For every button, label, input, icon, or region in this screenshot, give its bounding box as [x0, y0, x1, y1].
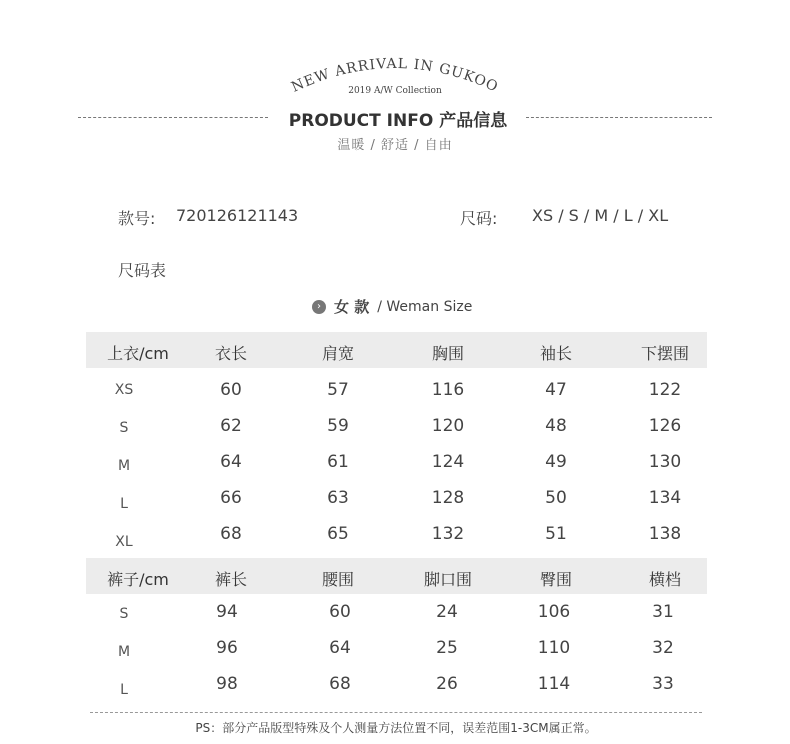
- value-cell: 120: [431, 416, 465, 436]
- value-cell: 65: [327, 524, 349, 544]
- section-title-cn: 女 款: [334, 298, 370, 316]
- table-row: [86, 524, 707, 548]
- pants-header-cell: 裤子/cm: [107, 570, 169, 589]
- value-cell: 47: [545, 380, 567, 400]
- value-cell: 33: [652, 674, 674, 694]
- value-cell: 48: [545, 416, 567, 436]
- size-cell: S: [119, 420, 129, 436]
- pants-header-cell: 裤长: [214, 570, 248, 589]
- value-cell: 60: [220, 380, 242, 400]
- value-cell: 138: [648, 524, 682, 544]
- page-title: PRODUCT INFO 产品信息: [288, 111, 508, 131]
- value-cell: 64: [220, 452, 242, 472]
- value-cell: 124: [431, 452, 465, 472]
- pants-header-cell: 腰围: [321, 570, 355, 589]
- value-cell: 132: [431, 524, 465, 544]
- divider-right: [526, 117, 712, 118]
- size-cell: L: [120, 496, 128, 512]
- value-cell: 59: [327, 416, 349, 436]
- style-number-value: 720126121143: [176, 206, 299, 225]
- value-cell: 60: [329, 602, 351, 622]
- value-cell: 114: [537, 674, 571, 694]
- size-cell: L: [120, 682, 128, 698]
- table-row: [86, 416, 707, 440]
- tops-header-cell: 胸围: [431, 344, 465, 363]
- table-row: [86, 602, 707, 626]
- section-title-en: / Weman Size: [377, 298, 473, 315]
- value-cell: 68: [220, 524, 242, 544]
- style-number-label: 款号:: [118, 209, 156, 228]
- section-title: [312, 296, 512, 317]
- value-cell: 126: [648, 416, 682, 436]
- value-cell: 134: [648, 488, 682, 508]
- table-row: [86, 452, 707, 476]
- pants-header-cell: 横档: [648, 570, 682, 589]
- value-cell: 24: [436, 602, 458, 622]
- tops-header-cell: 衣长: [214, 344, 248, 363]
- value-cell: 64: [329, 638, 351, 658]
- pants-header-cell: 臀围: [539, 570, 573, 589]
- size-cell: XL: [115, 534, 133, 550]
- table-row: [86, 488, 707, 512]
- arc-text: NEW ARRIVAL IN GUKOO: [289, 55, 501, 96]
- value-cell: 51: [545, 524, 567, 544]
- value-cell: 98: [216, 674, 238, 694]
- value-cell: 96: [216, 638, 238, 658]
- value-cell: 25: [436, 638, 458, 658]
- page-subtitle: 温暖 / 舒适 / 自由: [337, 138, 453, 153]
- table-row: [86, 674, 707, 698]
- value-cell: 66: [220, 488, 242, 508]
- table-row: [86, 380, 707, 404]
- chevron-circle-right-icon: ›: [312, 300, 326, 314]
- value-cell: 31: [652, 602, 674, 622]
- tops-header-cell: 肩宽: [321, 344, 355, 363]
- value-cell: 110: [537, 638, 571, 658]
- value-cell: 50: [545, 488, 567, 508]
- size-cell: XS: [114, 382, 134, 398]
- tops-header-cell: 下摆围: [640, 344, 690, 363]
- size-cell: S: [119, 606, 129, 622]
- footer-divider: [90, 712, 702, 713]
- size-cell: M: [117, 644, 131, 660]
- value-cell: 130: [648, 452, 682, 472]
- value-cell: 116: [431, 380, 465, 400]
- footnote: PS：部分产品版型特殊及个人测量方法位置不同，误差范围1-3CM属正常。: [195, 721, 597, 735]
- table-row: [86, 638, 707, 662]
- value-cell: 26: [436, 674, 458, 694]
- value-cell: 128: [431, 488, 465, 508]
- size-cell: M: [117, 458, 131, 474]
- value-cell: 32: [652, 638, 674, 658]
- value-cell: 94: [216, 602, 238, 622]
- value-cell: 63: [327, 488, 349, 508]
- size-chart-label: 尺码表: [118, 261, 167, 280]
- value-cell: 57: [327, 380, 349, 400]
- tops-header-cell: 上衣/cm: [107, 344, 169, 363]
- pants-header-cell: 脚口围: [423, 570, 473, 589]
- value-cell: 68: [329, 674, 351, 694]
- pants-table-header: [86, 558, 707, 594]
- tops-header-cell: 袖长: [539, 344, 573, 363]
- size-label: 尺码:: [460, 209, 498, 228]
- divider-left: [78, 117, 268, 118]
- value-cell: 61: [327, 452, 349, 472]
- collection-label: 2019 A/W Collection: [348, 86, 442, 96]
- value-cell: 49: [545, 452, 567, 472]
- value-cell: 62: [220, 416, 242, 436]
- value-cell: 106: [537, 602, 571, 622]
- value-cell: 122: [648, 380, 682, 400]
- size-value: XS / S / M / L / XL: [532, 206, 669, 225]
- tops-table-header: [86, 332, 707, 368]
